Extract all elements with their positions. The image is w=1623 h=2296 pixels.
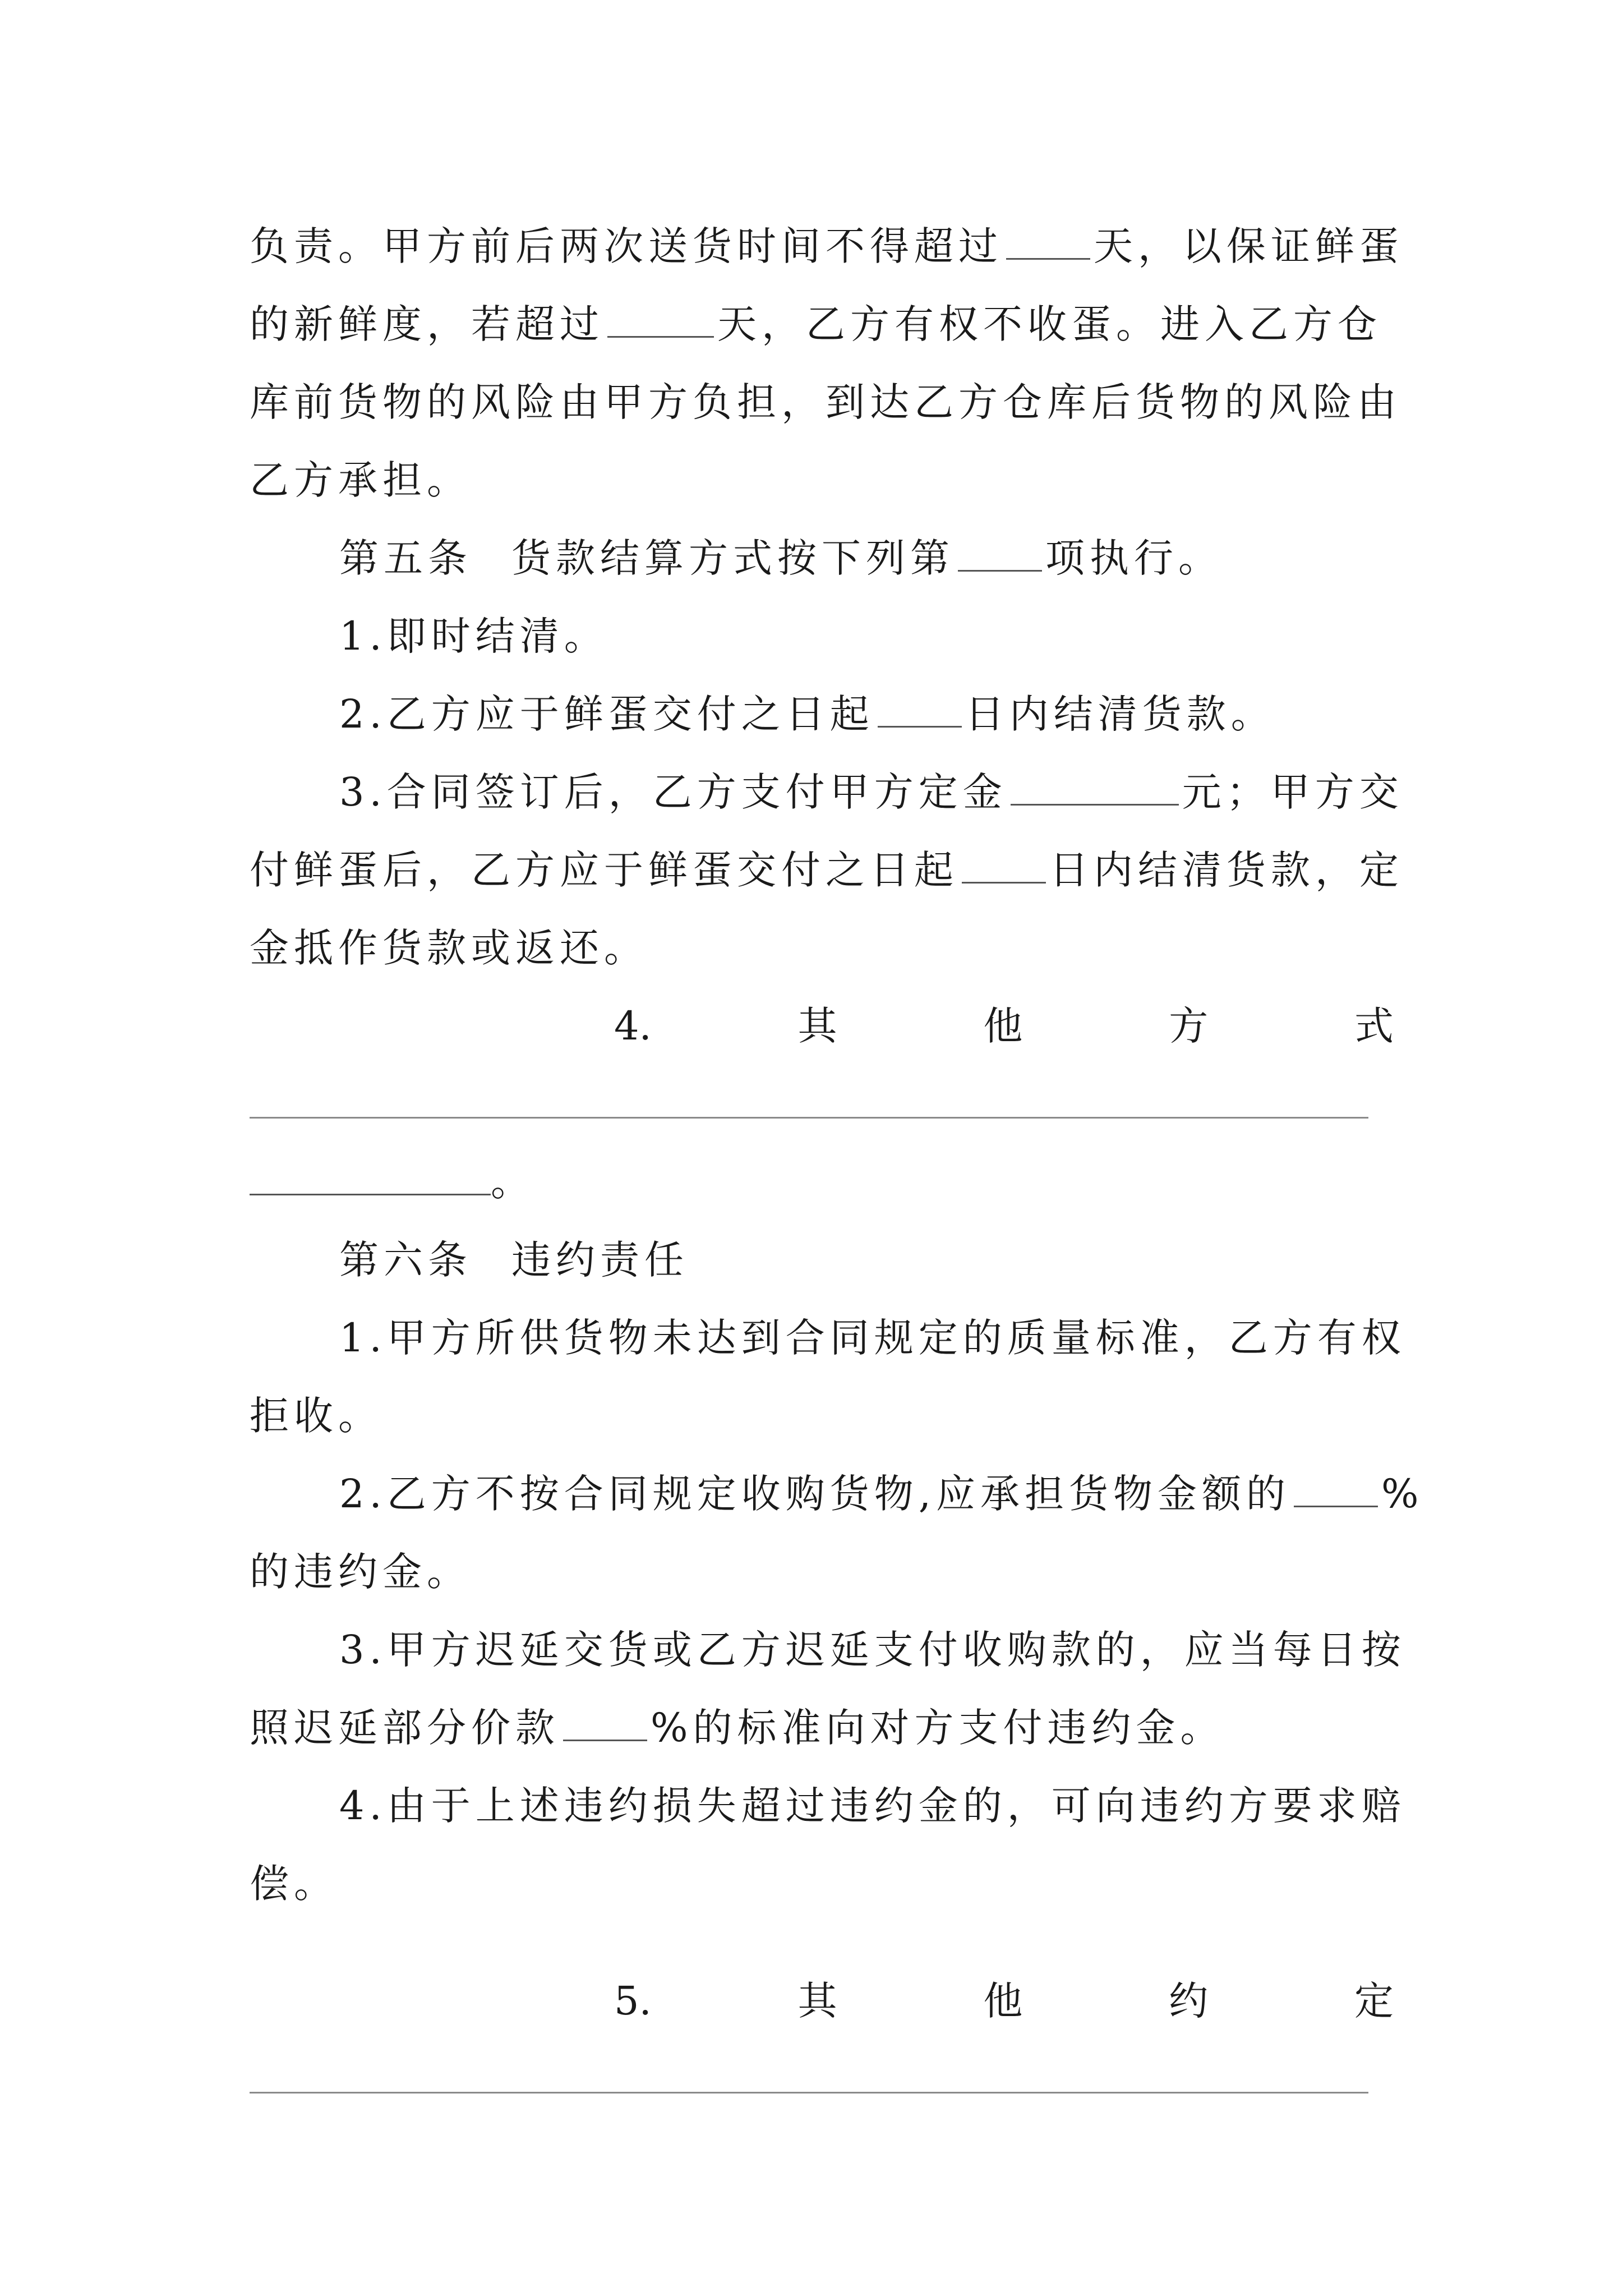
paragraph-line: 拒收。 <box>250 1393 382 1439</box>
article-5-heading <box>250 519 1394 597</box>
list-item: 1.即时结清。 <box>339 613 608 659</box>
article-number: 第六条 <box>339 1237 472 1283</box>
text-segment: 日内结清货款，定 <box>1049 847 1404 893</box>
text-segment: 约 <box>1169 1978 1209 2024</box>
text-segment: 天，乙方有权不收蛋。进入乙方仓 <box>717 301 1382 347</box>
paragraph-line <box>250 1689 1394 1767</box>
paragraph-line: 偿。 <box>250 1861 338 1907</box>
list-item-justified <box>250 1962 1394 2040</box>
text-segment: 3.合同签订后，乙方支付甲方定金 <box>339 769 1007 815</box>
list-item <box>250 753 1404 831</box>
text-segment: 5. <box>614 1978 652 2024</box>
fill-blank[interactable] <box>1011 769 1179 806</box>
text-segment: 方 <box>1169 1003 1209 1049</box>
paragraph-line: 库前货物的风险由甲方负担，到达乙方仓库后货物的风险由 <box>250 379 1401 425</box>
list-item: 1.甲方所供货物未达到合同规定的质量标准，乙方有权 <box>339 1315 1406 1361</box>
text-segment: 定 <box>1354 1978 1394 2024</box>
fill-blank[interactable] <box>250 1159 491 1195</box>
text-segment: 其 <box>797 1003 837 1049</box>
article-number: 第五条 <box>339 535 472 581</box>
paragraph-line <box>250 1143 1394 1221</box>
text-segment: 负责。甲方前后两次送货时间不得超过 <box>250 223 1003 269</box>
fill-blank[interactable] <box>1294 1471 1378 1507</box>
text-segment: 付鲜蛋后，乙方应于鲜蛋交付之日起 <box>250 847 958 893</box>
fill-blank[interactable] <box>1006 223 1090 260</box>
article-title: 违约责任 <box>511 1237 689 1283</box>
paragraph-line: 乙方承担。 <box>250 457 471 503</box>
fill-blank[interactable] <box>958 535 1042 572</box>
text-segment: 日内结清货款。 <box>965 691 1275 737</box>
text-segment: 式 <box>1354 1003 1394 1049</box>
text-segment: 的新鲜度，若超过 <box>250 301 604 347</box>
text-segment: 元；甲方交 <box>1182 769 1404 815</box>
list-item-justified <box>250 987 1394 1065</box>
text-segment: 2.乙方不按合同规定收购货物,应承担货物金额的 <box>339 1471 1291 1517</box>
text-segment: 他 <box>983 1003 1023 1049</box>
article-6-heading <box>250 1221 1394 1299</box>
fill-line[interactable] <box>250 1065 1394 1143</box>
text-segment: 货款结算方式按下列第 <box>511 535 955 581</box>
paragraph-line: 的违约金。 <box>250 1549 471 1595</box>
list-item: 3.甲方迟延交货或乙方迟延支付收购款的，应当每日按 <box>339 1627 1406 1673</box>
text-segment: 天，以保证鲜蛋 <box>1094 223 1404 269</box>
fill-blank[interactable] <box>563 1705 647 1741</box>
fill-blank[interactable] <box>607 301 714 338</box>
list-item: 4.由于上述违约损失超过违约金的，可向违约方要求赔 <box>339 1783 1406 1829</box>
fill-line[interactable] <box>250 2040 1394 2118</box>
list-item <box>250 1455 1424 1533</box>
paragraph-line <box>250 286 1394 364</box>
text-segment: % <box>1381 1471 1424 1517</box>
contract-body <box>250 208 1424 2118</box>
text-segment: 4. <box>614 1003 652 1049</box>
paragraph-line: 金抵作货款或返还。 <box>250 925 648 971</box>
text-segment: %的标准向对方支付违约金。 <box>651 1705 1225 1751</box>
text-segment: 他 <box>983 1978 1023 2024</box>
fill-blank[interactable] <box>962 847 1046 884</box>
text-segment: 项执行。 <box>1045 535 1223 581</box>
list-item <box>250 675 1394 753</box>
text-segment: 2.乙方应于鲜蛋交付之日起 <box>339 691 874 737</box>
paragraph-line <box>250 831 1404 909</box>
text-segment: 其 <box>797 1978 837 2024</box>
paragraph-line <box>250 208 1404 286</box>
text-segment: 。 <box>491 1159 535 1205</box>
fill-blank[interactable] <box>878 691 962 728</box>
text-segment: 照迟延部分价款 <box>250 1705 560 1751</box>
